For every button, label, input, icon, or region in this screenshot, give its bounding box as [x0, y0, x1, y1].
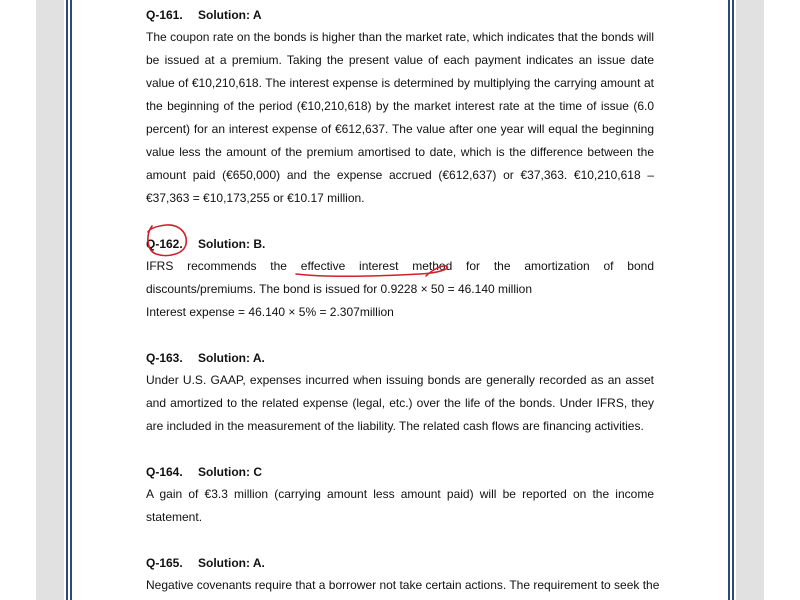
solution-label: Solution: A. [198, 556, 265, 570]
solution-text: A gain of €3.3 million (carrying amount less amount paid) will be reported on the income statement. [146, 487, 654, 524]
question-header [146, 461, 654, 483]
solution-text-line: Interest expense = 46.140 × 5% = 2.307million [146, 305, 394, 319]
question-header [146, 233, 654, 255]
question-number: Q-165. [146, 556, 183, 570]
solution-text: IFRS recommends the effective interest method for the amortization of bond discounts/premiums. The bond is issued for 0.9228 × 50 = 46.140 million [146, 259, 654, 296]
question-number: Q-162. [146, 237, 183, 251]
page-content [146, 4, 660, 597]
question-number: Q-164. [146, 465, 183, 479]
page-border-left-inner [70, 0, 72, 600]
question-header [146, 552, 654, 574]
viewer-gutter-right [736, 0, 764, 600]
question-number: Q-163. [146, 351, 183, 365]
solution-label: Solution: A. [198, 351, 265, 365]
page-border-right-inner [728, 0, 730, 600]
question-header [146, 4, 654, 26]
solution-label: Solution: A [198, 8, 262, 22]
solution-label: Solution: B. [198, 237, 266, 251]
solution-text: The coupon rate on the bonds is higher than the market rate, which indicates that the bonds will be issued at a premium. Taking the present value of each payment indicates an issue date value of €10,210,618. The interest expense is determined by multiplying the carrying amount at the beginning of the period (€10,210,618) by the market interest rate at the time of issue (6.0 percent) for an interest expense of €612,637. The value after one year will equal the beginning value less the amount of the premium amortised to date, which is the difference between the amount paid (€650,000) and the expense accrued (€612,637) or €37,363. €10,210,618 – €37,363 = €10,173,255 or €10.17 million. [146, 30, 654, 205]
viewer-gutter-left [36, 0, 64, 600]
viewer-margin-left [0, 0, 36, 600]
page-border-left-outer [66, 0, 68, 600]
page-border-right-outer [732, 0, 734, 600]
question-header [146, 347, 654, 369]
solution-text: Under U.S. GAAP, expenses incurred when issuing bonds are generally recorded as an asset and amortized to the related expense (legal, etc.) over the life of the bonds. Under IFRS, they are included in the measurement of the liability. The related cash flows are financing activities. [146, 373, 654, 433]
document-page [64, 0, 736, 600]
solution-text: Negative covenants require that a borrower not take certain actions. The requirement to seek the [146, 578, 660, 592]
solution-label: Solution: C [198, 465, 262, 479]
question-number: Q-161. [146, 8, 183, 22]
viewer-margin-right [764, 0, 800, 600]
